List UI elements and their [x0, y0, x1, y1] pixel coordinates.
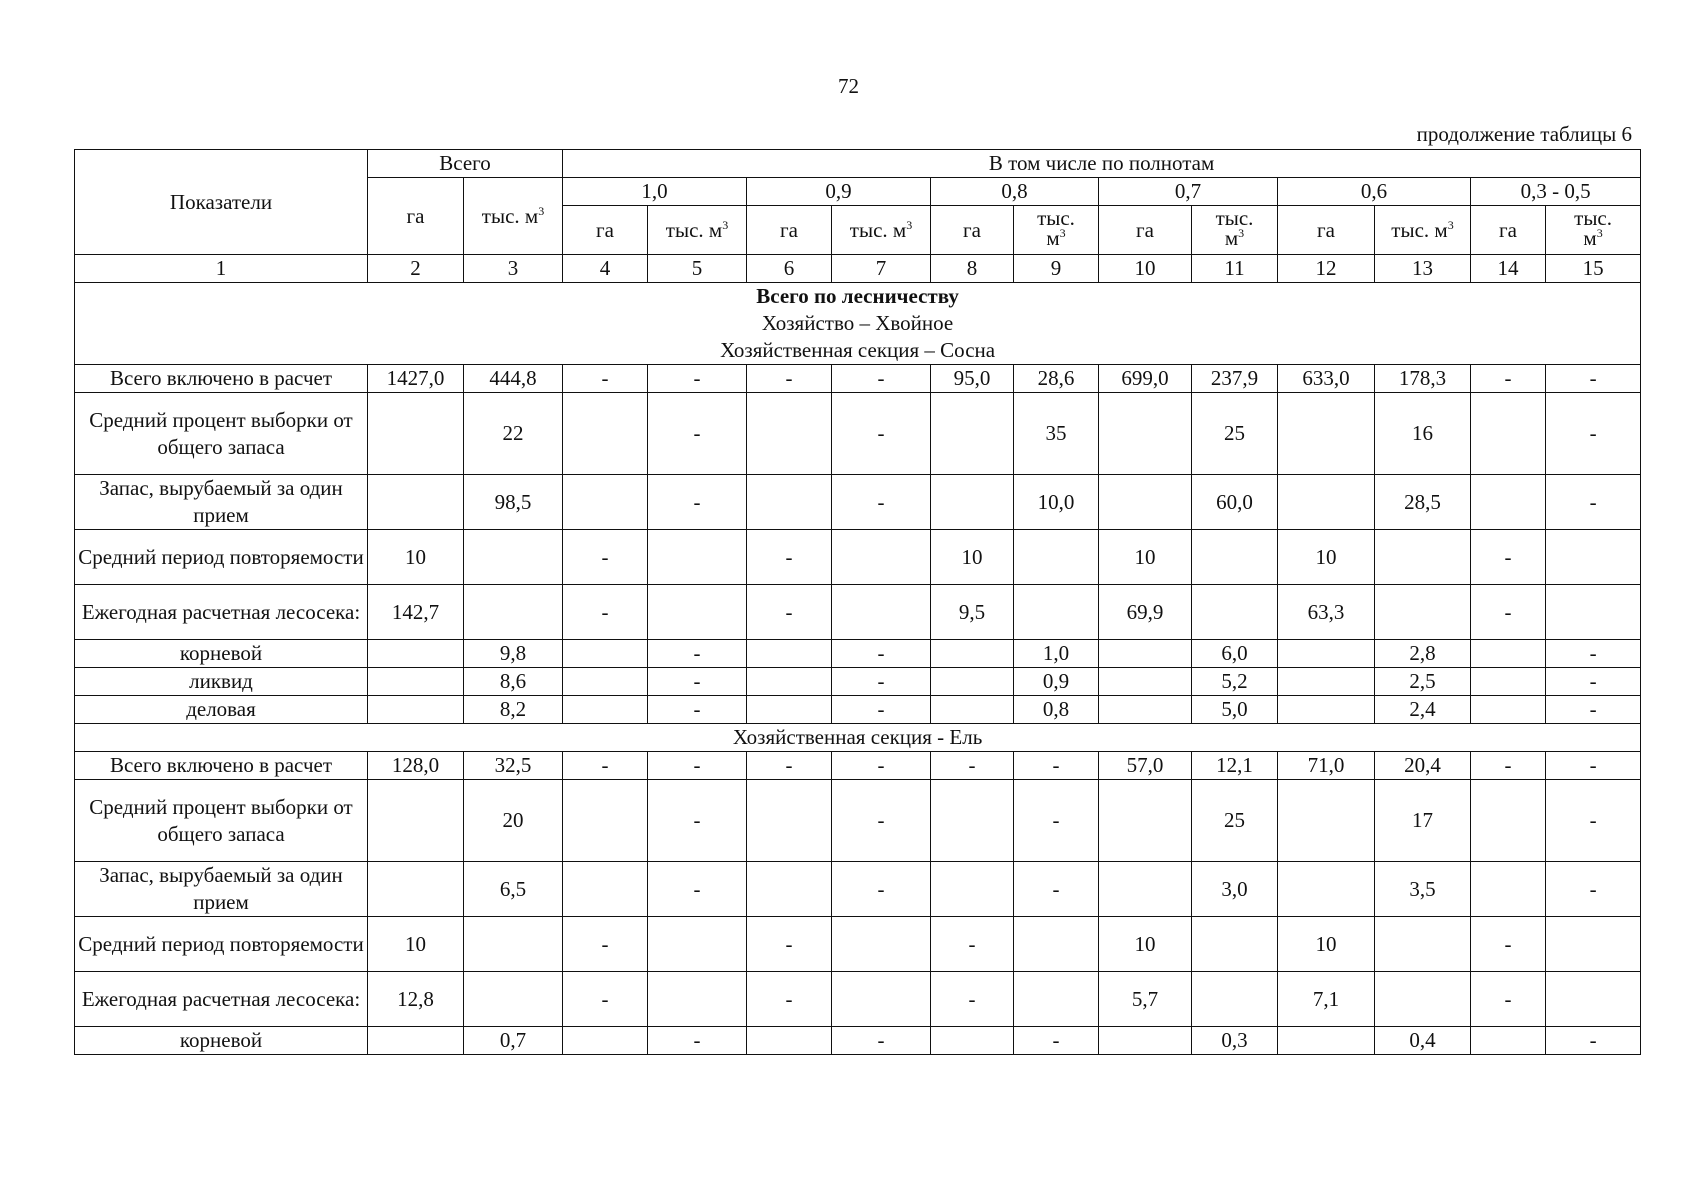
- table-cell: 1427,0: [368, 365, 464, 393]
- table-cell: -: [648, 862, 747, 917]
- spruce-rows: [75, 752, 1641, 1055]
- table-cell: 3,0: [1192, 862, 1278, 917]
- table-cell: -: [832, 862, 931, 917]
- header-ha: га: [747, 206, 832, 255]
- row-label: Запас, вырубаемый за один прием: [75, 862, 368, 917]
- table-cell: [368, 475, 464, 530]
- pine-rows: [75, 365, 1641, 724]
- table-cell: [563, 475, 648, 530]
- table-cell: 60,0: [1192, 475, 1278, 530]
- row-label: Запас, вырубаемый за один прием: [75, 475, 368, 530]
- column-number: 14: [1471, 255, 1546, 283]
- table-cell: -: [832, 640, 931, 668]
- table-cell: -: [1546, 862, 1641, 917]
- header-thous: тыс. $м^3$: [1375, 206, 1471, 255]
- table-cell: -: [747, 972, 832, 1027]
- table-cell: -: [1546, 365, 1641, 393]
- table-cell: [464, 530, 563, 585]
- column-number: 4: [563, 255, 648, 283]
- table-row: [75, 640, 1641, 668]
- table-cell: 10,0: [1014, 475, 1099, 530]
- table-cell: 25: [1192, 780, 1278, 862]
- table-cell: [1471, 668, 1546, 696]
- table-cell: 10: [368, 530, 464, 585]
- table-cell: [1099, 862, 1192, 917]
- table-cell: -: [747, 752, 832, 780]
- row-label: Средний процент выборки от общего запаса: [75, 393, 368, 475]
- table-cell: [1375, 530, 1471, 585]
- table-cell: [1546, 972, 1641, 1027]
- table-cell: 699,0: [1099, 365, 1192, 393]
- table-cell: 7,1: [1278, 972, 1375, 1027]
- table-cell: [1014, 972, 1099, 1027]
- table-cell: -: [648, 640, 747, 668]
- section-pine: Хозяйственная секция – Сосна: [720, 338, 996, 362]
- header-ha: га: [1471, 206, 1546, 255]
- table-row: [75, 696, 1641, 724]
- table-cell: [1192, 585, 1278, 640]
- table-cell: 10: [368, 917, 464, 972]
- header-density-0-7: 0,7: [1099, 178, 1278, 206]
- table-cell: -: [747, 917, 832, 972]
- table-cell: [1278, 668, 1375, 696]
- table-row: [75, 365, 1641, 393]
- table-cell: -: [832, 365, 931, 393]
- table-cell: -: [1014, 862, 1099, 917]
- table-cell: [1014, 585, 1099, 640]
- table-cell: [648, 585, 747, 640]
- table-cell: [1546, 917, 1641, 972]
- column-number-row: [75, 255, 1641, 283]
- table-cell: -: [832, 475, 931, 530]
- header-density-0-8: 0,8: [931, 178, 1099, 206]
- table-continuation-note: продолжение таблицы 6: [1416, 122, 1632, 146]
- table-cell: [1278, 862, 1375, 917]
- section-header-pine: [75, 283, 1641, 365]
- table-cell: [368, 393, 464, 475]
- table-cell: -: [648, 780, 747, 862]
- table-cell: 16: [1375, 393, 1471, 475]
- table-cell: 22: [464, 393, 563, 475]
- table-cell: [1099, 780, 1192, 862]
- table-cell: [931, 1027, 1014, 1055]
- table-cell: -: [648, 365, 747, 393]
- table-cell: [832, 530, 931, 585]
- table-cell: -: [1471, 585, 1546, 640]
- table-cell: [832, 585, 931, 640]
- table-row: [75, 393, 1641, 475]
- table-cell: [747, 780, 832, 862]
- row-label: Средний процент выборки от общего запаса: [75, 780, 368, 862]
- table-cell: [1375, 917, 1471, 972]
- column-number: 8: [931, 255, 1014, 283]
- table-cell: [1014, 917, 1099, 972]
- row-label: Средний период повторяемости: [75, 917, 368, 972]
- row-label: Средний период повторяемости: [75, 530, 368, 585]
- table-cell: [931, 696, 1014, 724]
- table-cell: -: [563, 972, 648, 1027]
- table-cell: [747, 475, 832, 530]
- table-cell: 10: [1099, 530, 1192, 585]
- table-cell: [1278, 475, 1375, 530]
- table-cell: [464, 917, 563, 972]
- table-cell: [563, 393, 648, 475]
- table-cell: [1375, 585, 1471, 640]
- table-cell: 633,0: [1278, 365, 1375, 393]
- column-number: 5: [648, 255, 747, 283]
- header-total-ha: га: [368, 178, 464, 255]
- table-cell: 8,2: [464, 696, 563, 724]
- table-cell: -: [563, 752, 648, 780]
- table-cell: [368, 1027, 464, 1055]
- header-density-1-0: 1,0: [563, 178, 747, 206]
- table-row: [75, 972, 1641, 1027]
- table-cell: [1471, 1027, 1546, 1055]
- column-number: 6: [747, 255, 832, 283]
- table-cell: [747, 640, 832, 668]
- table-cell: [368, 640, 464, 668]
- table-cell: 128,0: [368, 752, 464, 780]
- column-number: 1: [75, 255, 368, 283]
- table-cell: [648, 917, 747, 972]
- table-row: [75, 917, 1641, 972]
- table-cell: 10: [931, 530, 1014, 585]
- table-cell: [931, 668, 1014, 696]
- table-cell: -: [1546, 696, 1641, 724]
- table-cell: [464, 585, 563, 640]
- table-cell: -: [1471, 972, 1546, 1027]
- table-cell: 0,8: [1014, 696, 1099, 724]
- table-cell: -: [648, 696, 747, 724]
- row-label: Ежегодная расчетная лесосека:: [75, 972, 368, 1027]
- table-cell: 444,8: [464, 365, 563, 393]
- table-cell: -: [1546, 668, 1641, 696]
- table-cell: -: [563, 585, 648, 640]
- table-cell: -: [1471, 530, 1546, 585]
- table-cell: [1099, 668, 1192, 696]
- table-cell: 0,3: [1192, 1027, 1278, 1055]
- table-cell: 1,0: [1014, 640, 1099, 668]
- table-cell: -: [648, 393, 747, 475]
- table-cell: -: [747, 530, 832, 585]
- table-cell: [1099, 696, 1192, 724]
- table-cell: 9,5: [931, 585, 1014, 640]
- table-cell: 9,8: [464, 640, 563, 668]
- header-thous-stacked: тыс. $м^3$: [1014, 206, 1099, 255]
- header-ha: га: [1278, 206, 1375, 255]
- table-cell: -: [563, 365, 648, 393]
- row-label: корневой: [75, 1027, 368, 1055]
- table-cell: -: [1546, 640, 1641, 668]
- table-cell: [1471, 640, 1546, 668]
- table-cell: 237,9: [1192, 365, 1278, 393]
- table-cell: [648, 530, 747, 585]
- table-cell: [563, 640, 648, 668]
- table-cell: 2,5: [1375, 668, 1471, 696]
- table-cell: [747, 393, 832, 475]
- table-cell: -: [1471, 365, 1546, 393]
- table-cell: [747, 1027, 832, 1055]
- table-cell: 10: [1099, 917, 1192, 972]
- table-row: [75, 862, 1641, 917]
- table-cell: 0,7: [464, 1027, 563, 1055]
- row-label: Всего включено в расчет: [75, 365, 368, 393]
- header-density-0-6: 0,6: [1278, 178, 1471, 206]
- section-header-spruce-group: [75, 724, 1641, 752]
- table-cell: [563, 780, 648, 862]
- header-total: Всего: [368, 150, 563, 178]
- table-cell: 57,0: [1099, 752, 1192, 780]
- row-label: деловая: [75, 696, 368, 724]
- table-cell: 28,5: [1375, 475, 1471, 530]
- table-cell: [747, 668, 832, 696]
- column-number: 15: [1546, 255, 1641, 283]
- table-cell: [1546, 585, 1641, 640]
- table-cell: 35: [1014, 393, 1099, 475]
- table-cell: [747, 696, 832, 724]
- column-number: 9: [1014, 255, 1099, 283]
- table-cell: -: [832, 696, 931, 724]
- table-cell: 10: [1278, 530, 1375, 585]
- table-cell: 8,6: [464, 668, 563, 696]
- table-cell: -: [832, 1027, 931, 1055]
- table-cell: -: [648, 475, 747, 530]
- table-cell: [464, 972, 563, 1027]
- column-number: 13: [1375, 255, 1471, 283]
- column-number: 2: [368, 255, 464, 283]
- table-cell: [1278, 780, 1375, 862]
- table-cell: -: [832, 780, 931, 862]
- table-cell: [1192, 972, 1278, 1027]
- table-cell: -: [747, 365, 832, 393]
- table-cell: -: [1546, 752, 1641, 780]
- table-cell: 3,5: [1375, 862, 1471, 917]
- table-cell: [1471, 780, 1546, 862]
- table-row: [75, 752, 1641, 780]
- table-cell: 63,3: [1278, 585, 1375, 640]
- table-cell: [832, 972, 931, 1027]
- table-cell: 28,6: [1014, 365, 1099, 393]
- table-cell: -: [563, 530, 648, 585]
- table-cell: -: [832, 752, 931, 780]
- table-cell: 5,0: [1192, 696, 1278, 724]
- table-cell: [1278, 640, 1375, 668]
- table-cell: [1546, 530, 1641, 585]
- table-cell: [1099, 1027, 1192, 1055]
- table-cell: -: [747, 585, 832, 640]
- table-cell: [1192, 530, 1278, 585]
- column-number: 7: [832, 255, 931, 283]
- table-cell: -: [1014, 752, 1099, 780]
- table-cell: -: [648, 1027, 747, 1055]
- table-cell: -: [1014, 780, 1099, 862]
- table-cell: -: [931, 917, 1014, 972]
- table-cell: 10: [1278, 917, 1375, 972]
- table-cell: [931, 640, 1014, 668]
- table-cell: 2,8: [1375, 640, 1471, 668]
- table-body: [75, 283, 1641, 365]
- table-cell: [1471, 696, 1546, 724]
- table-cell: [368, 668, 464, 696]
- table-cell: 20: [464, 780, 563, 862]
- table-cell: -: [832, 393, 931, 475]
- table-cell: [1192, 917, 1278, 972]
- table-cell: [368, 780, 464, 862]
- allowable-cut-table: [74, 149, 1641, 1055]
- table-cell: [931, 393, 1014, 475]
- table-cell: 25: [1192, 393, 1278, 475]
- row-label: Ежегодная расчетная лесосека:: [75, 585, 368, 640]
- section-header-spruce: [75, 724, 1641, 752]
- table-cell: 0,4: [1375, 1027, 1471, 1055]
- table-cell: 5,7: [1099, 972, 1192, 1027]
- table-cell: [563, 1027, 648, 1055]
- table-cell: 20,4: [1375, 752, 1471, 780]
- table-cell: -: [1546, 780, 1641, 862]
- table-row: [75, 1027, 1641, 1055]
- table-cell: -: [563, 917, 648, 972]
- table-cell: -: [1471, 752, 1546, 780]
- page-number: 72: [838, 74, 859, 98]
- header-density-0-9: 0,9: [747, 178, 931, 206]
- table-row: [75, 668, 1641, 696]
- table-cell: -: [931, 752, 1014, 780]
- section-farm-coniferous: Хозяйство – Хвойное: [761, 311, 954, 335]
- column-number: 12: [1278, 255, 1375, 283]
- table-cell: 71,0: [1278, 752, 1375, 780]
- table-cell: [563, 696, 648, 724]
- table-cell: 32,5: [464, 752, 563, 780]
- table-cell: 17: [1375, 780, 1471, 862]
- table-cell: [563, 862, 648, 917]
- table-row: [75, 475, 1641, 530]
- column-number: 3: [464, 255, 563, 283]
- table-row: [75, 780, 1641, 862]
- table-cell: -: [1546, 1027, 1641, 1055]
- table-cell: -: [648, 668, 747, 696]
- section-title-cell: [75, 283, 1641, 365]
- table-cell: [931, 475, 1014, 530]
- header-thous-stacked: тыс. $м^3$: [1192, 206, 1278, 255]
- table-row: [75, 585, 1641, 640]
- table-cell: 69,9: [1099, 585, 1192, 640]
- header-ha: га: [1099, 206, 1192, 255]
- table-cell: [1375, 972, 1471, 1027]
- table-cell: [1278, 393, 1375, 475]
- header-thous: тыс. $м^3$: [832, 206, 931, 255]
- header-by-density: В том числе по полнотам: [563, 150, 1641, 178]
- table-cell: -: [1471, 917, 1546, 972]
- table-cell: 12,1: [1192, 752, 1278, 780]
- table-cell: [648, 972, 747, 1027]
- table-cell: [1471, 862, 1546, 917]
- table-cell: [1471, 393, 1546, 475]
- header-thous-stacked: тыс. $м^3$: [1546, 206, 1641, 255]
- table-cell: 142,7: [368, 585, 464, 640]
- header-total-thous: тыс. $м^3$: [464, 178, 563, 255]
- table-cell: [931, 780, 1014, 862]
- table-cell: [1014, 530, 1099, 585]
- table-cell: [832, 917, 931, 972]
- table-cell: -: [1014, 1027, 1099, 1055]
- header-indicators: Показатели: [75, 150, 368, 255]
- table-cell: 5,2: [1192, 668, 1278, 696]
- table-cell: 0,9: [1014, 668, 1099, 696]
- table-cell: [747, 862, 832, 917]
- table-cell: [1278, 1027, 1375, 1055]
- header-thous: тыс. $м^3$: [648, 206, 747, 255]
- table-cell: [563, 668, 648, 696]
- column-number: 10: [1099, 255, 1192, 283]
- table-cell: -: [648, 752, 747, 780]
- table-cell: [931, 862, 1014, 917]
- table-cell: [368, 696, 464, 724]
- table-row: [75, 530, 1641, 585]
- table-cell: [1471, 475, 1546, 530]
- table-cell: [1099, 475, 1192, 530]
- table-cell: 6,5: [464, 862, 563, 917]
- table-cell: -: [931, 972, 1014, 1027]
- row-label: Всего включено в расчет: [75, 752, 368, 780]
- section-spruce: Хозяйственная секция - Ель: [75, 724, 1641, 752]
- table-cell: [1099, 640, 1192, 668]
- table-cell: [1099, 393, 1192, 475]
- table-header: [75, 150, 1641, 283]
- table-cell: [1278, 696, 1375, 724]
- table-cell: -: [1546, 393, 1641, 475]
- header-density-0-3-0-5: 0,3 - 0,5: [1471, 178, 1641, 206]
- table-cell: -: [832, 668, 931, 696]
- table-cell: -: [1546, 475, 1641, 530]
- section-forestry-total: Всего по лесничеству: [756, 284, 959, 308]
- table-cell: 6,0: [1192, 640, 1278, 668]
- table-cell: 2,4: [1375, 696, 1471, 724]
- table-cell: 95,0: [931, 365, 1014, 393]
- row-label: ликвид: [75, 668, 368, 696]
- row-label: корневой: [75, 640, 368, 668]
- header-ha: га: [931, 206, 1014, 255]
- column-number: 11: [1192, 255, 1278, 283]
- table-cell: 178,3: [1375, 365, 1471, 393]
- table-cell: 12,8: [368, 972, 464, 1027]
- table-cell: [368, 862, 464, 917]
- table-cell: 98,5: [464, 475, 563, 530]
- header-ha: га: [563, 206, 648, 255]
